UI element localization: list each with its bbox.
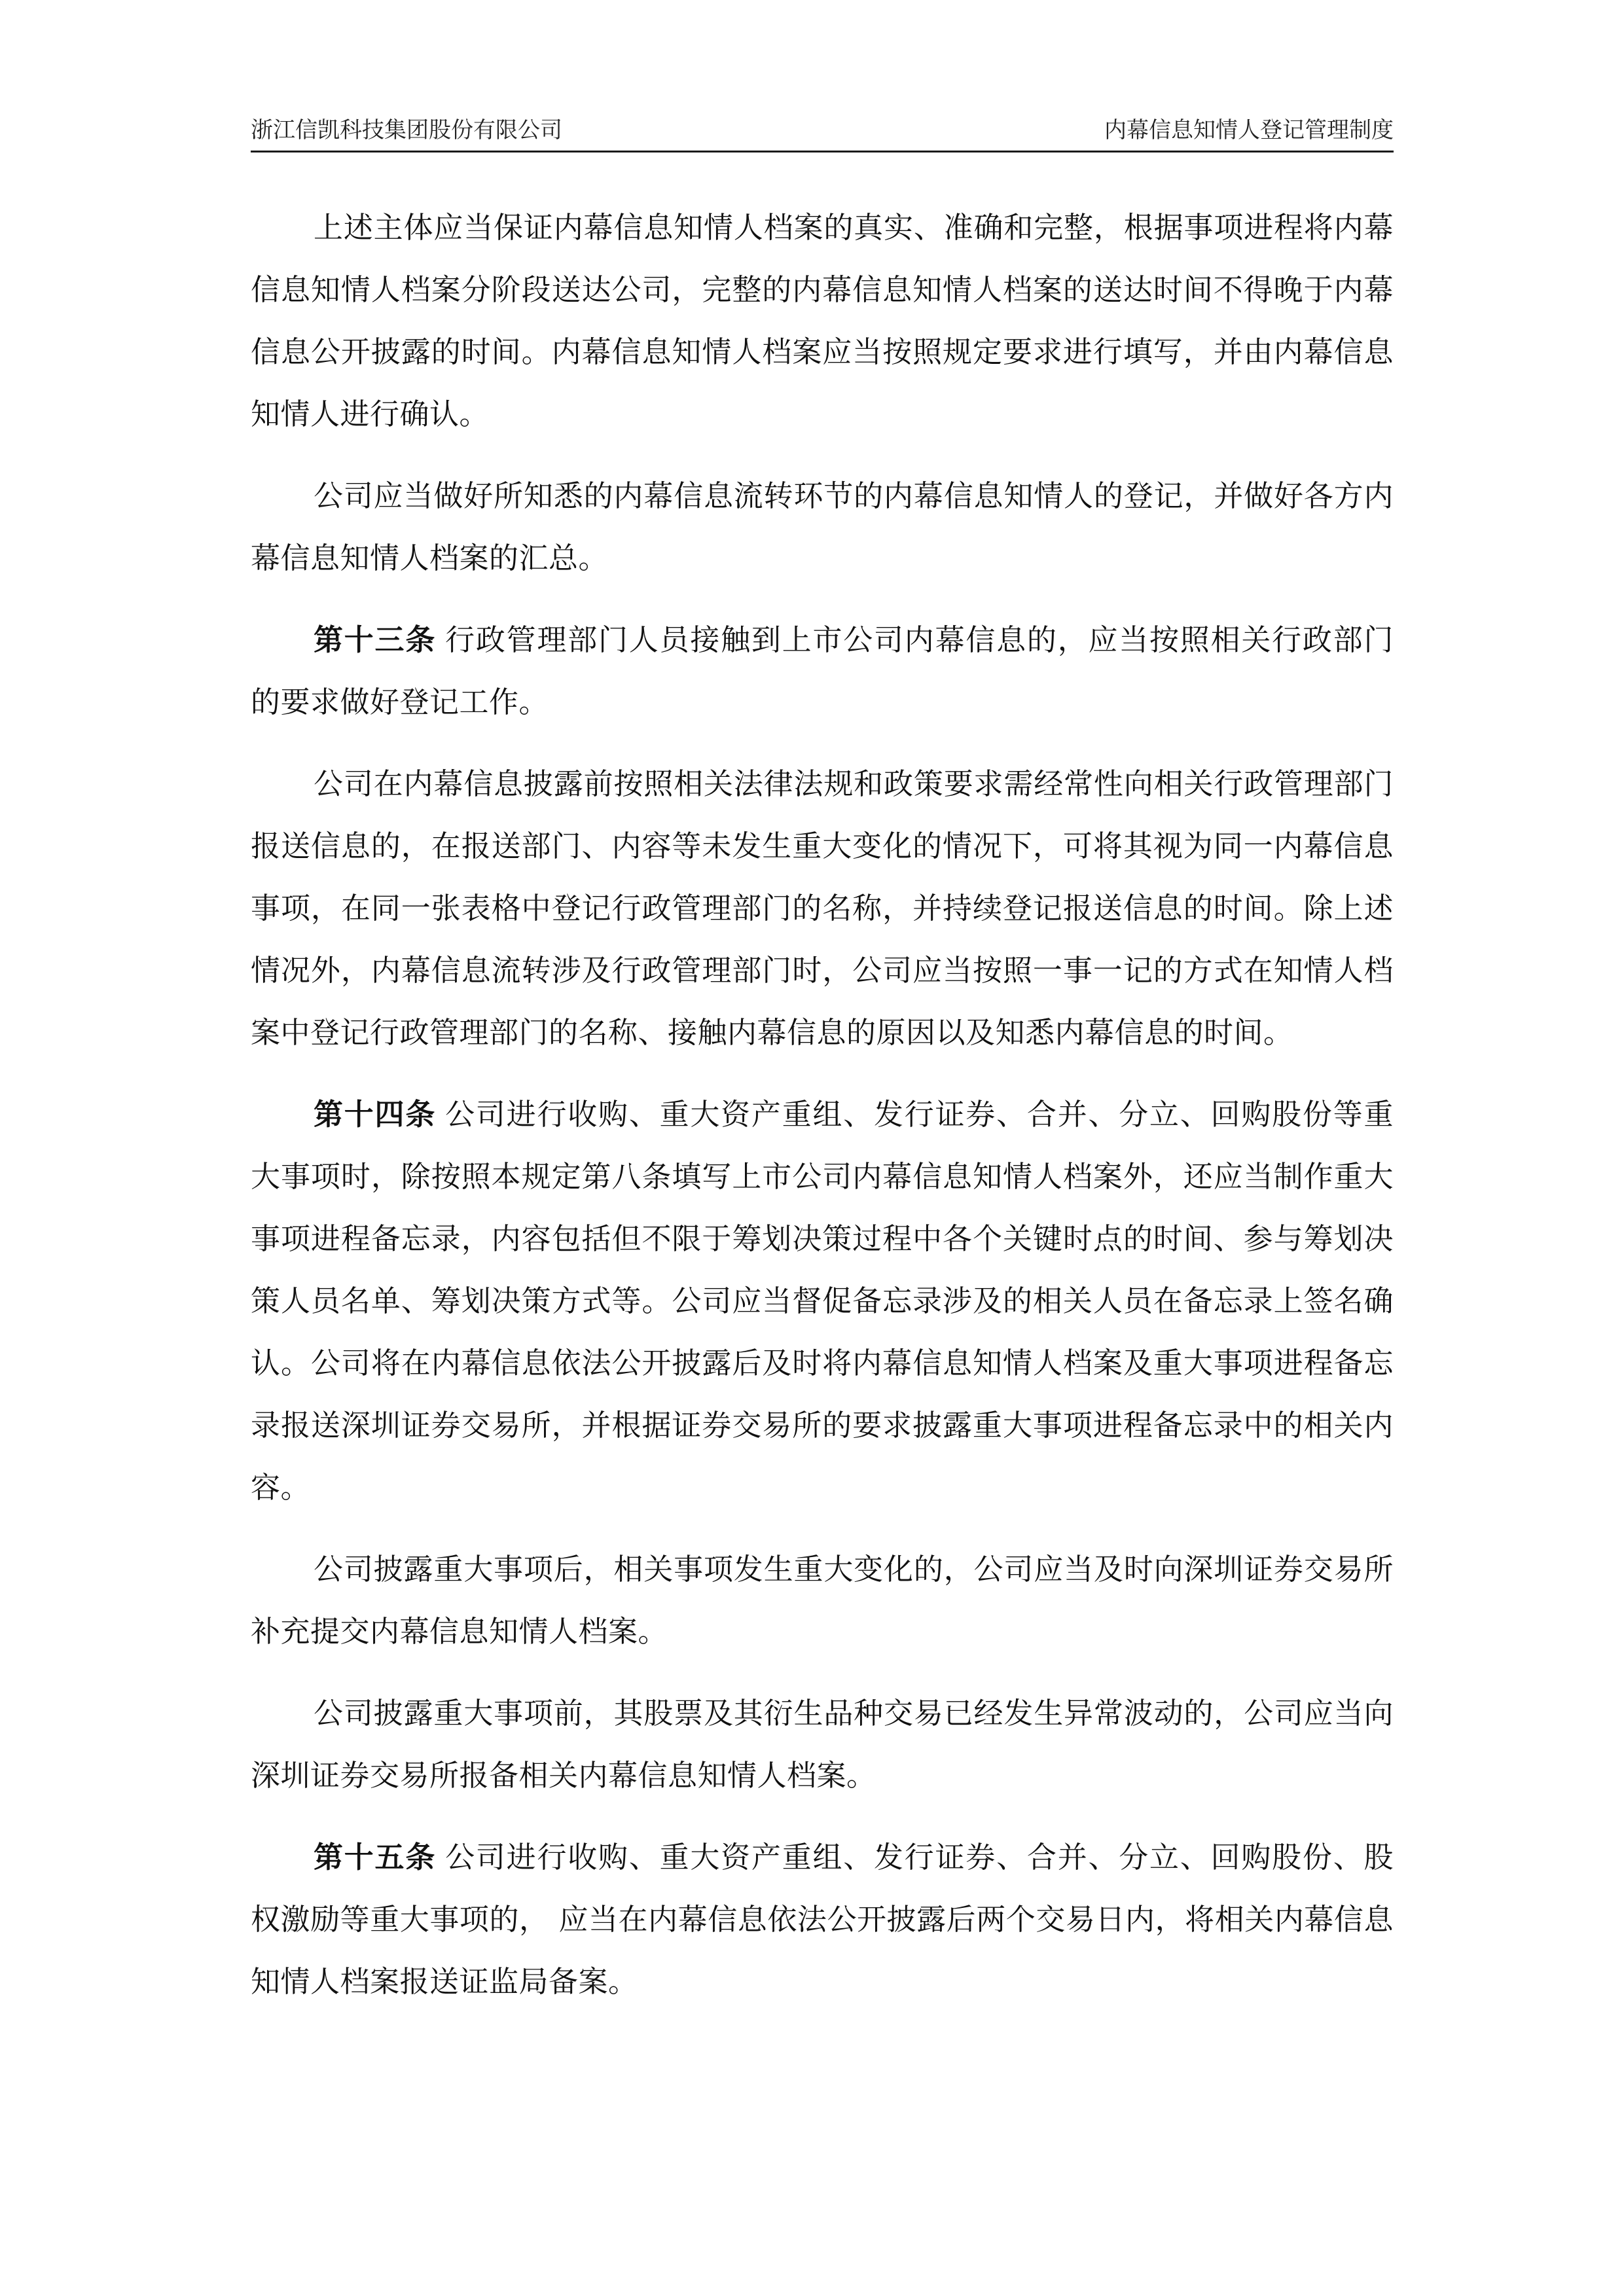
article-heading: 第十三条 — [314, 622, 437, 657]
article-heading: 第十五条 — [314, 1840, 437, 1874]
paragraph-text: 上述主体应当保证内幕信息知情人档案的真实、准确和完整，根据事项进程将内幕信息知情人档案分阶段送达公司，完整的内幕信息知情人档案的送达时间不得晚于内幕信息公开披露的时间。内幕信息知情人档案应当按照规定要求进行填写，并由内幕信息知情人进行确认。 — [251, 210, 1394, 431]
paragraph — [251, 1538, 1394, 1662]
paragraph-text: 行政管理部门人员接触到上市公司内幕信息的，应当按照相关行政部门的要求做好登记工作。 — [251, 622, 1394, 719]
article-15-paragraph — [251, 1826, 1394, 2013]
article-13-paragraph — [251, 609, 1394, 733]
paragraph-text: 公司进行收购、重大资产重组、发行证券、合并、分立、回购股份、股权激励等重大事项的， 应当在内幕信息依法公开披露后两个交易日内，将相关内幕信息知情人档案报送证监局备案。 — [251, 1840, 1394, 1999]
page-header — [251, 110, 1394, 152]
paragraph-text: 公司进行收购、重大资产重组、发行证券、合并、分立、回购股份等重大事项时，除按照本规定第八条填写上市公司内幕信息知情人档案外，还应当制作重大事项进程备忘录，内容包括但不限于筹划决策过程中各个关键时点的时间、参与筹划决策人员名单、筹划决策方式等。公司应当督促备忘录涉及的相关人员在备忘录上签名确认。公司将在内幕信息依法公开披露后及时将内幕信息知情人档案及重大事项进程备忘录报送深圳证券交易所，并根据证券交易所的要求披露重大事项进程备忘录中的相关内容。 — [251, 1097, 1394, 1505]
paragraph-text: 公司在内幕信息披露前按照相关法律法规和政策要求需经常性向相关行政管理部门报送信息的，在报送部门、内容等未发生重大变化的情况下，可将其视为同一内幕信息事项，在同一张表格中登记行政管理部门的名称，并持续登记报送信息的时间。除上述情况外，内幕信息流转涉及行政管理部门时，公司应当按照一事一记的方式在知情人档案中登记行政管理部门的名称、接触内幕信息的原因以及知悉内幕信息的时间。 — [251, 766, 1394, 1050]
paragraph — [251, 1682, 1394, 1806]
paragraph-text: 公司披露重大事项前，其股票及其衍生品种交易已经发生异常波动的，公司应当向深圳证券交易所报备相关内幕信息知情人档案。 — [251, 1696, 1394, 1793]
article-heading: 第十四条 — [314, 1097, 437, 1132]
paragraph-text: 公司应当做好所知悉的内幕信息流转环节的内幕信息知情人的登记，并做好各方内幕信息知情人档案的汇总。 — [251, 478, 1394, 575]
paragraph — [251, 196, 1394, 445]
header-document-title: 内幕信息知情人登记管理制度 — [1104, 117, 1394, 143]
document-body — [251, 196, 1394, 2032]
paragraph-text: 公司披露重大事项后，相关事项发生重大变化的，公司应当及时向深圳证券交易所补充提交内幕信息知情人档案。 — [251, 1552, 1394, 1649]
article-14-paragraph — [251, 1083, 1394, 1518]
paragraph — [251, 465, 1394, 589]
paragraph — [251, 753, 1394, 1064]
header-company-name: 浙江信凯科技集团股份有限公司 — [251, 117, 562, 143]
